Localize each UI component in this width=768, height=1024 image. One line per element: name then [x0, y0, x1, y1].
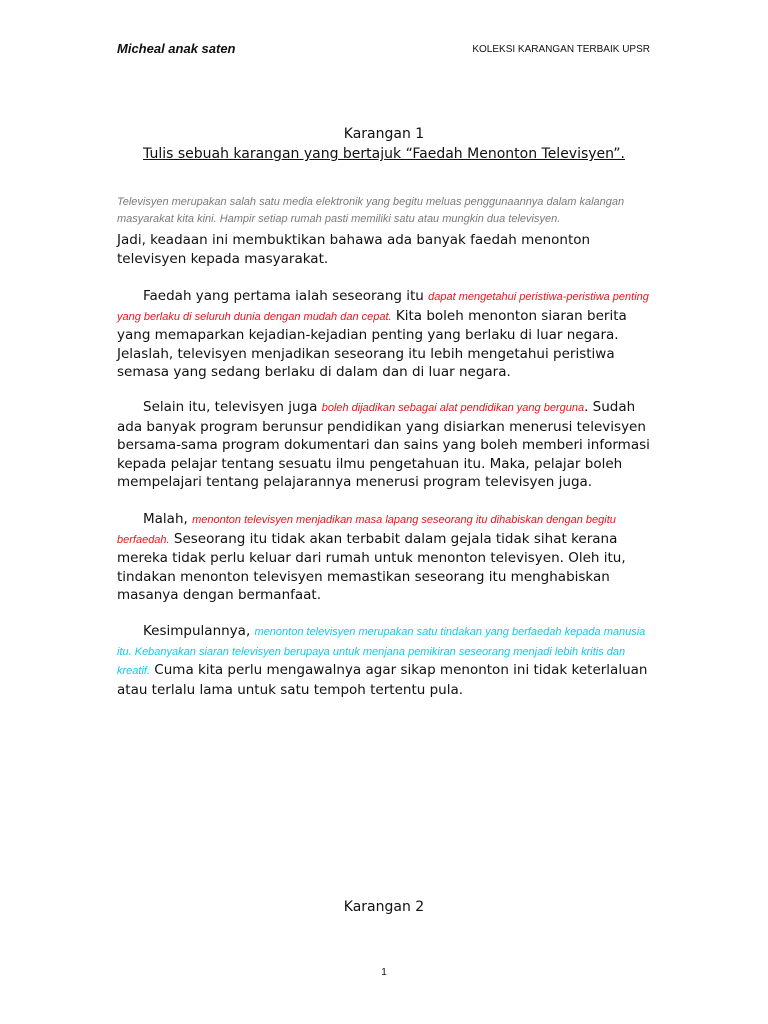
- paragraph-3-start: Malah,: [143, 511, 193, 527]
- paragraph-3-highlight: menonton televisyen menjadikan masa lapang seseorang itu dihabiskan dengan begitu berfaedah.: [117, 514, 616, 546]
- essay-1-prompt: [0, 146, 768, 162]
- paragraph-1-highlight: dapat mengetahui peristiwa-peristiwa penting yang berlaku di seluruh dunia dengan mudah dan cepat.: [117, 291, 649, 323]
- intro-gray-text: Televisyen merupakan salah satu media elektronik yang begitu meluas penggunaannya dalam kalangan masyarakat kita kini. Hampir setiap rumah pasti memiliki satu atau mungkin dua televisyen.: [117, 196, 625, 225]
- page-number: 1: [381, 967, 387, 978]
- essay-2-heading: Karangan 2: [343, 899, 425, 915]
- paragraph-1-end: Kita boleh menonton siaran berita yang memaparkan kejadian-kejadian penting yang berlaku di luar negara. Jelaslah, televisyen menjadikan seseorang itu lebih mengetahui peristiwa semasa yang sedang berlaku di dalam dan di luar negara.: [117, 307, 627, 380]
- essay-1-heading: Karangan 1: [343, 126, 425, 142]
- essay-1-prompt-text: Tulis sebuah karangan yang bertajuk “Faedah Menonton Televisyen”.: [143, 146, 625, 162]
- header-author: Micheal anak saten: [117, 41, 236, 56]
- paragraph-4-highlight: menonton televisyen merupakan satu tindakan yang berfaedah kepada manusia itu. Kebanyakan siaran televisyen berupaya untuk menjana pemikiran seseorang menjadi lebih kritis dan kreatif.: [117, 626, 646, 677]
- intro-paragraph: Jadi, keadaan ini membuktikan bahawa ada banyak faedah menonton televisyen kepada masyarakat.: [117, 232, 591, 267]
- paragraph-2: [117, 398, 652, 492]
- paragraph-2-start: Selain itu, televisyen juga: [143, 399, 322, 415]
- paragraph-2-end: . Sudah ada banyak program berunsur pendidikan yang disiarkan menerusi televisyen bersama-sama program dokumentari dan sains yang boleh memberi informasi kepada pelajar tentang sesuatu ilmu pengetahuan itu. Maka, pelajar boleh mempelajari tentang pelajarannya menerusi program televisyen juga.: [117, 399, 650, 490]
- paragraph-1: [117, 287, 652, 382]
- paragraph-4: [117, 622, 652, 699]
- paragraph-2-highlight: boleh dijadikan sebagai alat pendidikan yang berguna: [321, 402, 585, 414]
- paragraph-4-start: Kesimpulannya,: [143, 623, 255, 639]
- header-collection-title: KOLEKSI KARANGAN TERBAIK UPSR: [472, 44, 650, 55]
- paragraph-1-start: Faedah yang pertama ialah seseorang itu: [143, 288, 429, 304]
- paragraph-3-end: Seseorang itu tidak akan terbabit dalam gejala tidak sihat kerana mereka tidak perlu keluar dari rumah untuk menonton televisyen. Oleh itu, tindakan menonton televisyen memastikan seseorang itu menghabiskan masanya dengan bermanfaat.: [117, 530, 626, 603]
- paragraph-4-end: Cuma kita perlu mengawalnya agar sikap menonton ini tidak keterlaluan atau terlalu lama untuk satu tempoh tertentu pula.: [117, 662, 648, 698]
- paragraph-3: [117, 510, 652, 605]
